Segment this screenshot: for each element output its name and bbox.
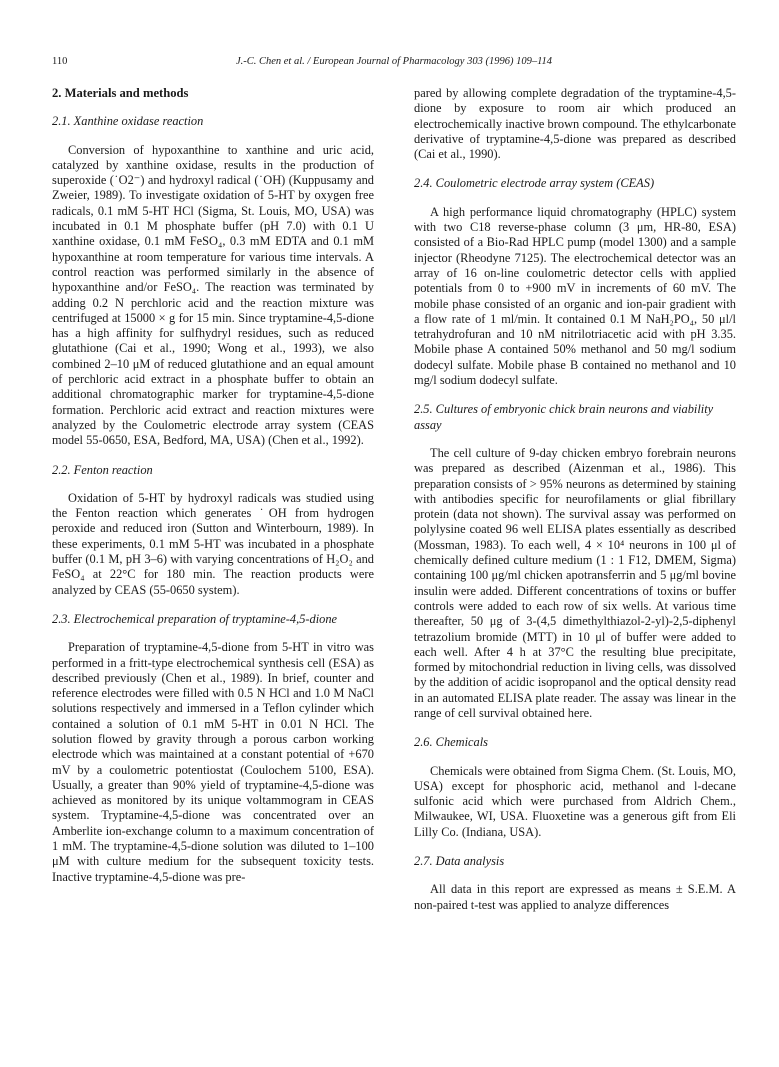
paragraph-2-3: Preparation of tryptamine-4,5-dione from 5-HT in vitro was performed in a fritt-type electrochemical synthesis cell (ESA) as described previously (Chen et al., 1989). In brief, counter and reference electrodes were filled with 0.5 N HCl and 1.0 M NaCl solutions respectively and immersed in a Teflon cylinder which contained a solution of 0.1 mM 5-HT in 0.01 N HCl. The solution flowed by gravity through a porous carbon working electrode which was maintained at a constant potential of +670 mV by a coulometric potentiostat (Coulochem 5100, ESA). Usually, a greater than 90% yield of tryptamine-4,5-dione was achieved as monitored by its unique voltammogram in CEAS system. Tryptamine-4,5-dione was concentrated over an Amberlite ion-exchange column to a maximum concentration of 1 mM. The tryptamine-4,5-dione solution was diluted to 1–100 μM with culture medium for the subsequent toxicity tests. Inactive tryptamine-4,5-dione was pre- <box>52 640 374 884</box>
subsection-title-2-1: 2.1. Xanthine oxidase reaction <box>52 114 204 129</box>
paragraph-2-3-continued: pared by allowing complete degradation of the tryptamine-4,5-dione by exposure to room air which produced an electrochemically inactive brown compound. The ethylcarbonate derivative of tryptamine-4,5-dione was prepared as described (Cai et al., 1990). <box>414 86 736 162</box>
paragraph-2-1: Conversion of hypoxanthine to xanthine and uric acid, catalyzed by xanthine oxidase, results in the production of superoxide (˙O2⁻) and hydroxyl radical (˙OH) (Kuppusamy and Zweier, 1989). To investigate oxidation of 5-HT by oxygen free radicals, 0.1 mM 5-HT HCl (Sigma, St. Louis, MO, USA) was incubated in 0.1 M phosphate buffer (pH 7.0) with 0.1 U xanthine oxidase, 0.1 mM FeSO₄, 0.3 mM EDTA and 0.1 mM hypoxanthine at room temperature for various time intervals. A control reaction was performed similarly in the absence of hypoxanthine and/or FeSO₄. The reaction was terminated by adding 0.2 N perchloric acid and the reaction mixture was centrifuged at 15000 × g for 15 min. Since tryptamine-4,5-dione has a high affinity for sulfhydryl residues, such as reduced glutathione (Cai et al., 1990; Wong et al., 1993), we also combined 2–10 μM of reduced glutathione and an equal amount of perchloric acid extract in a phosphate buffer to obtain an additional chromatographic marker for tryptamine-4,5-dione formation. Perchloric acid extract and reaction mixtures were analyzed by the Coulometric electrode array system (CEAS model 55-0650, ESA, Bedford, MA, USA) (Chen et al., 1992). <box>52 142 374 448</box>
subsection-title-2-2: 2.2. Fenton reaction <box>52 462 153 477</box>
right-column <box>414 86 736 913</box>
page-number: 110 <box>52 56 68 67</box>
subsection-title-2-4: 2.4. Coulometric electrode array system (CEAS) <box>414 176 655 191</box>
subsection-title-2-3: 2.3. Electrochemical preparation of tryptamine-4,5-dione <box>52 611 338 626</box>
paragraph-2-6: Chemicals were obtained from Sigma Chem. (St. Louis, MO, USA) except for phosphoric acid, methanol and l-decane sulfonic acid which were purchased from Aldrich Chem., Milwaukee, WI, USA. Fluoxetine was a generous gift from Eli Lilly Co. (Indiana, USA). <box>414 763 736 839</box>
running-head: J.-C. Chen et al. / European Journal of Pharmacology 303 (1996) 109–114 <box>235 56 553 67</box>
paragraph-2-5: The cell culture of 9-day chicken embryo forebrain neurons was prepared as described (Aizenman et al., 1986). This preparation consists of > 95% neurons as determined by staining with antibodies specific for neurofilaments or glial fibrillary protein (data not shown). The survival assay was performed on polylysine coated 96 well ELISA plates essentially as described (Mossman, 1983). To each well, 4 × 10⁴ neurons in 100 μl of chemically defined culture medium (1 : 1 F12, DMEM, Sigma) containing 100 μg/ml chicken apotransferrin and 5 μg/ml bovine insulin were added. Different concentrations of toxins or buffer controls were added to each row of six wells. At various time thereafter, 50 μg of 3-(4,5 dimethylthiazol-2-yl)-2,5-diphenyl tetrazolium bromide (MTT) in 10 μl of buffer were added to each well. After 4 h at 37°C the resulting blue precipitate, formed by mitochondrial reduction in living cells, was dissolved by the addition of acidic isopropanol and the optical density read in an automated ELISA plate reader. The assay was linear in the range of cell survival obtained here. <box>414 445 736 720</box>
subsection-title-2-7: 2.7. Data analysis <box>414 854 505 869</box>
section-title: 2. Materials and methods <box>52 86 189 100</box>
paragraph-2-2: Oxidation of 5-HT by hydroxyl radicals was studied using the Fenton reaction which generates ˙OH from hydrogen peroxide and reduced iron (Sutton and Winterbourn, 1989). In these experiments, 0.1 mM 5-HT was incubated in a phosphate buffer (0.1 M, pH 3–6) with varying concentrations of H₂O₂ and FeSO₄ at 22°C for 180 min. The reaction products were analyzed by CEAS (55-0650 system). <box>52 490 374 597</box>
paragraph-2-4: A high performance liquid chromatography (HPLC) system with two C18 reverse-phase column (3 μm, HR-80, ESA) consisted of a Bio-Rad HPLC pump (model 1300) and a sample injector (Rheodyne 7125). The electrochemical detector was an array of 16 on-line coulometric detector cells with applied potentials from 0 to +900 mV in increments of 60 mV. The mobile phase consisted of an organic and ion-pair gradient with a flow rate of 1 ml/min. It contained 0.1 M NaH₂PO₄, 50 μl/l tetrahydrofuran and 10 nM nitrilotriacetic acid with pH 3.35. Mobile phase A contained 50% methanol and 50 mg/l sodium dodecyl sulfate. Mobile phase B contained no methanol and 10 mg/l sodium dodecyl sulfate. <box>414 204 736 388</box>
subsection-title-2-6: 2.6. Chemicals <box>414 735 488 750</box>
page-header <box>52 56 736 72</box>
subsection-title-2-5: 2.5. Cultures of embryonic chick brain neurons and viability assay <box>414 402 714 432</box>
left-column <box>52 86 374 885</box>
paragraph-2-7: All data in this report are expressed as means ± S.E.M. A non-paired t-test was applied to analyze differences <box>414 882 736 912</box>
